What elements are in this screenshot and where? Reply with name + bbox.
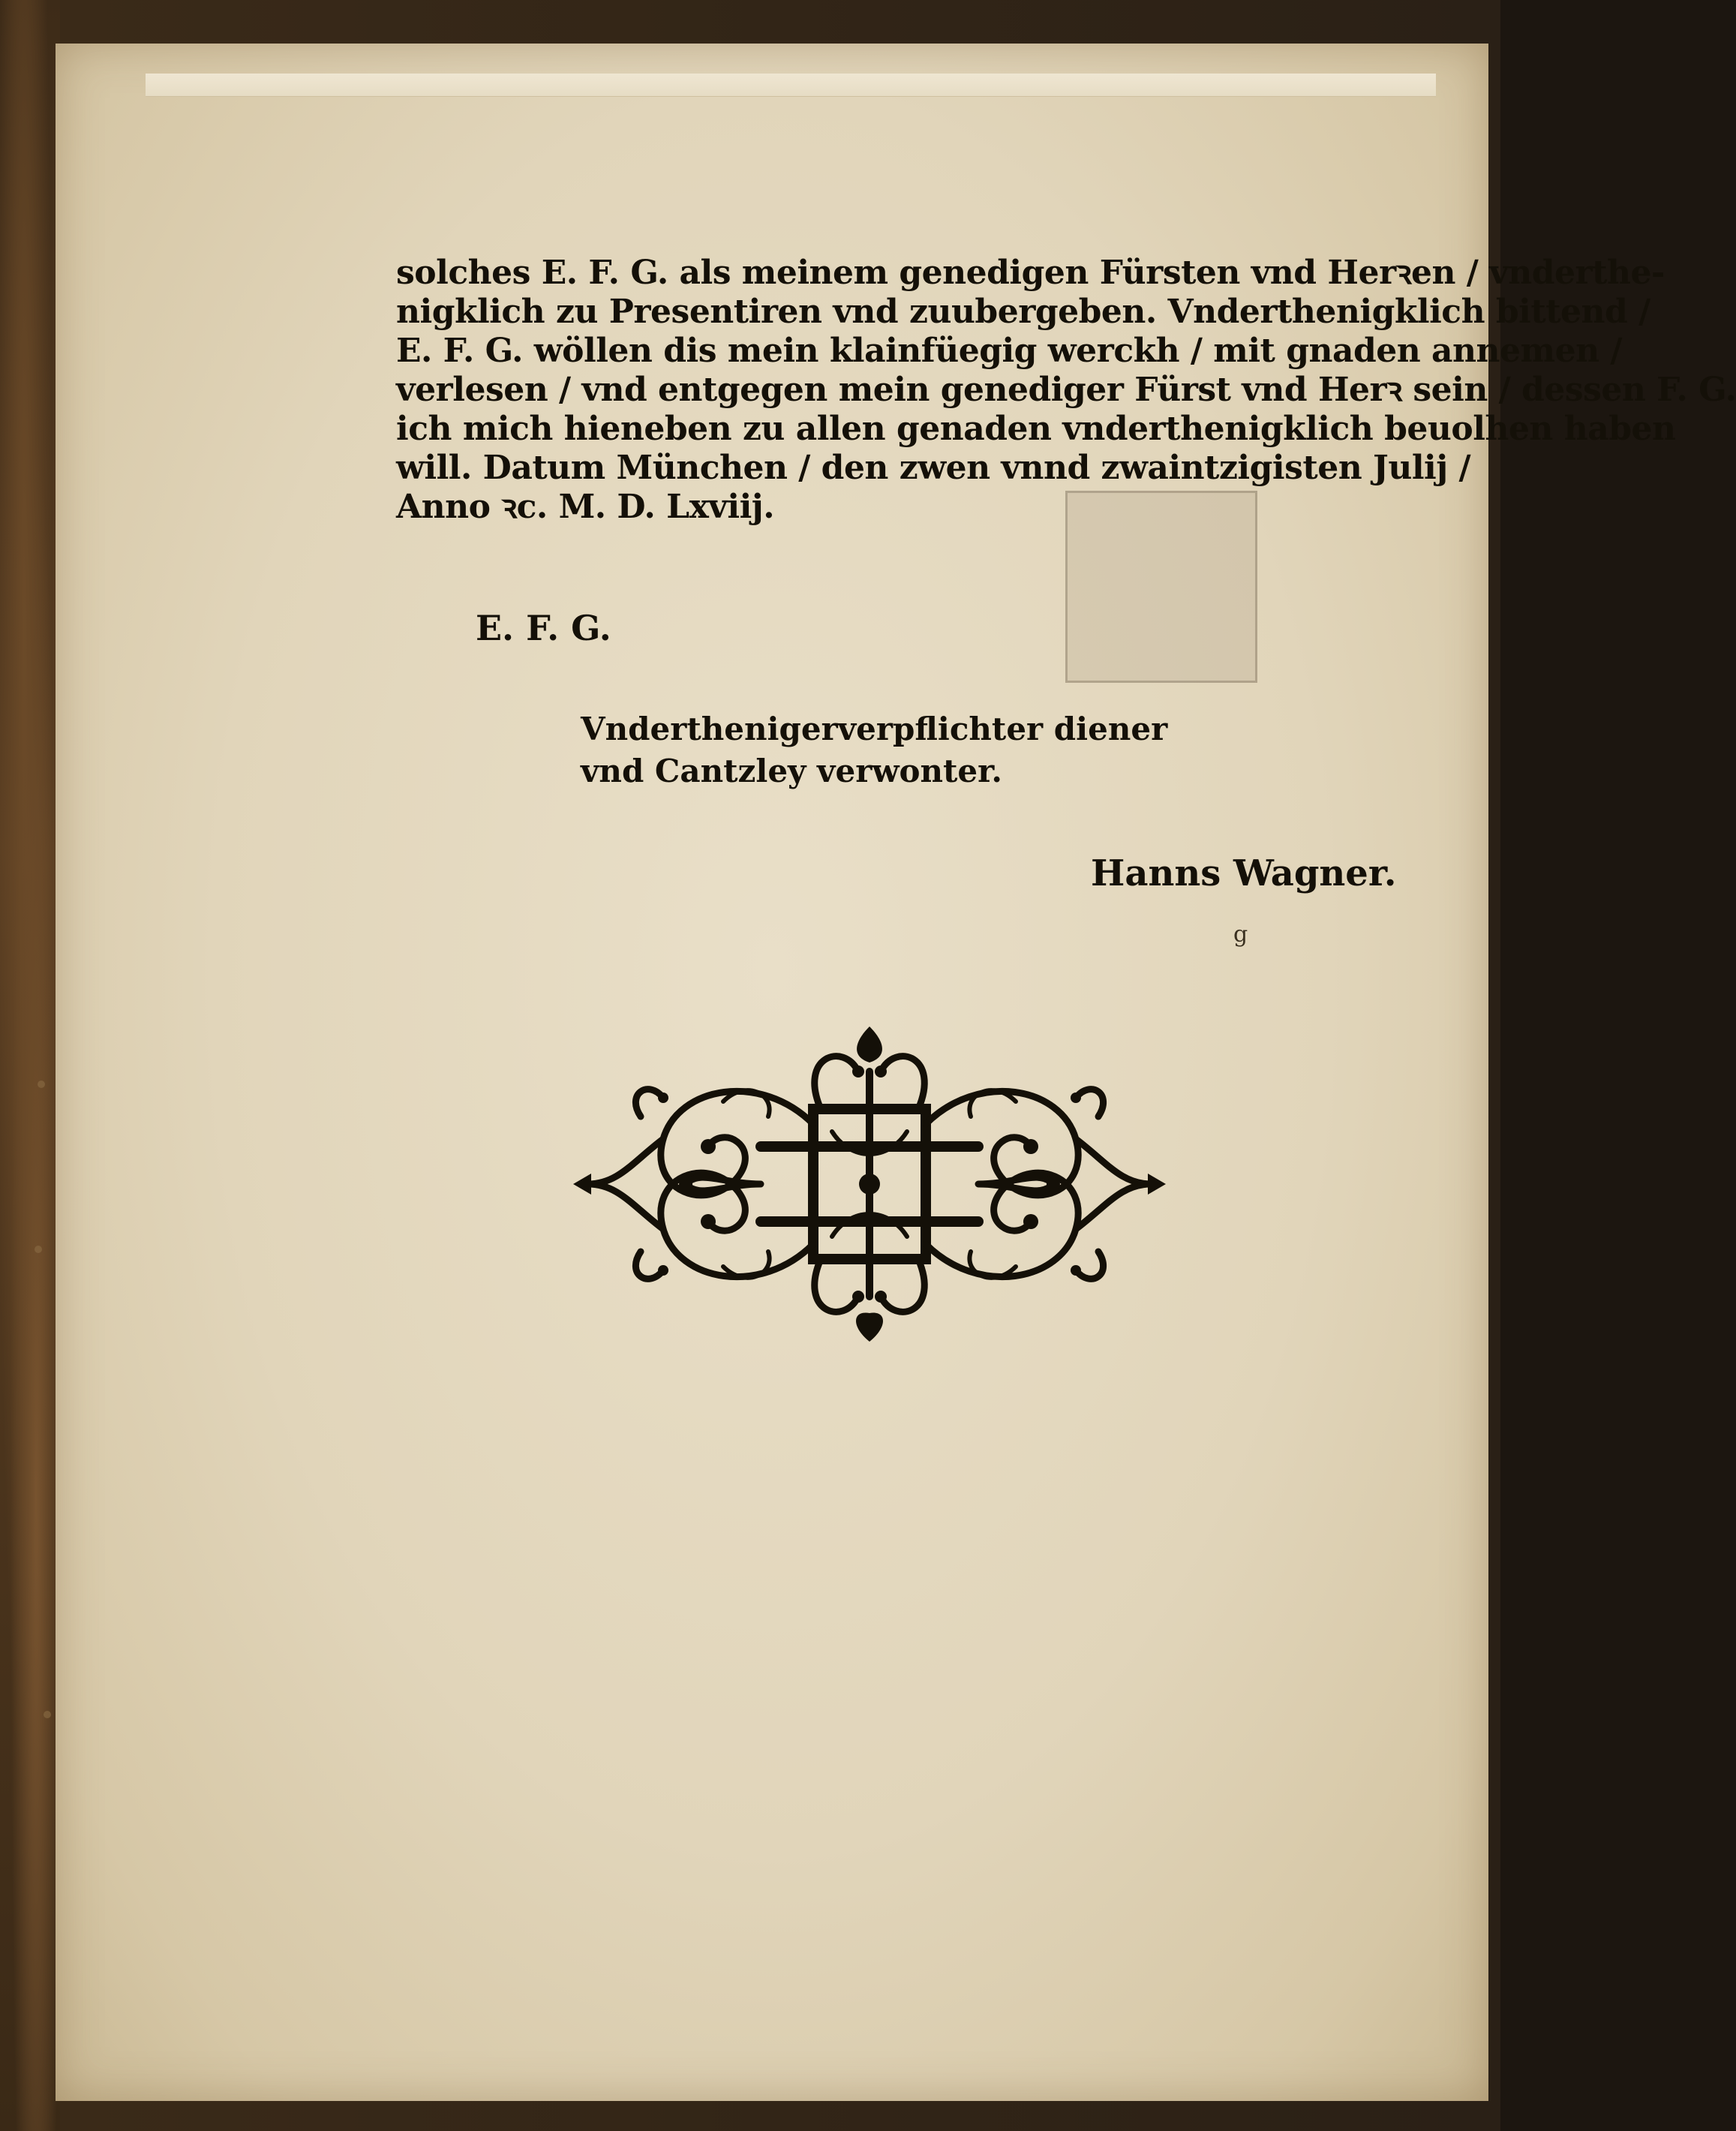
book-page <box>56 44 1736 2101</box>
closing-line-1: Vnderthenigerverpflichter diener <box>581 711 1168 747</box>
book-cover-edge <box>0 0 60 2131</box>
bleed-through-initial <box>1065 491 1257 683</box>
letter-line-5: ich mich hieneben zu allen genaden vnderthenigklich beuolhen haben <box>396 410 1676 448</box>
signature: Hanns Wagner. <box>1091 852 1397 894</box>
closing-line-2: vnd Cantzley verwonter. <box>581 753 1003 789</box>
letter-line-7: Anno ꝛc. M. D. Lxviij. <box>396 488 775 526</box>
printer-fleuron-ornament <box>573 1026 1166 1342</box>
letter-line-3: E. F. G. wöllen dis mein klainfüegig werckh / mit gnaden annemen / <box>396 332 1622 370</box>
page-top-sheet <box>146 74 1436 97</box>
letter-line-2: nigklich zu Presentiren vnd zuubergeben. Vnderthenigklich bittend / <box>396 293 1650 331</box>
stain-mark <box>44 1711 51 1718</box>
letter-line-6: will. Datum München / den zwen vnnd zwaintzigisten Julij / <box>396 449 1471 487</box>
letter-line-1: solches E. F. G. als meinem genedigen Fürsten vnd Herꝛen / vnderthe- <box>396 254 1665 292</box>
stain-mark <box>38 1081 45 1088</box>
letter-line-4: verlesen / vnd entgegen mein genediger Fürst vnd Herꝛ sein / dessen F. G. <box>396 371 1736 409</box>
salutation: E. F. G. <box>476 608 611 648</box>
catchword: g <box>1233 921 1248 948</box>
stain-mark <box>35 1246 42 1253</box>
